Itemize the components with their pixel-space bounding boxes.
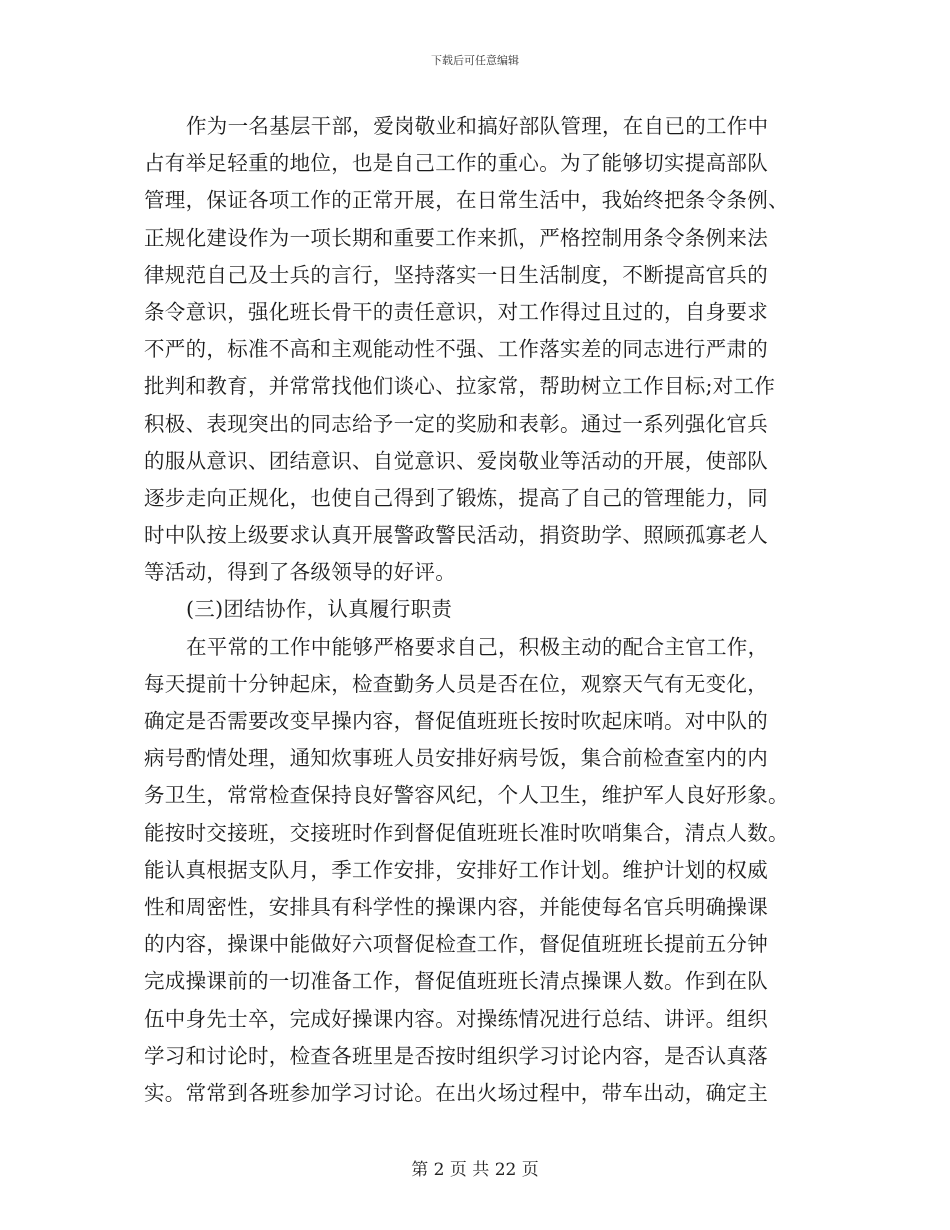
page-number-footer: 第 2 页 共 22 页 [411,1160,539,1180]
document-body [144,108,814,1112]
paragraph-line: 正规化建设作为一项长期和重要工作来抓，严格控制用条令条例来法 [144,225,768,250]
paragraph-line: 积极、表现突出的同志给予一定的奖励和表彰。通过一系列强化官兵 [144,411,768,436]
paragraph-line: 病号酌情处理，通知炊事班人员安排好病号饭，集合前检查室内的内 [144,746,768,771]
paragraph-line: 性和周密性，安排具有科学性的操课内容，并能使每名官兵明确操课 [144,894,768,919]
paragraph-line: 实。常常到各班参加学习讨论。在出火场过程中，带车出动，确定主 [144,1080,768,1105]
paragraph-line: 不严的，标准不高和主观能动性不强、工作落实差的同志进行严肃的 [144,337,768,362]
paragraph-line: 能按时交接班，交接班时作到督促值班班长准时吹哨集合，清点人数。 [144,820,789,845]
paragraph-line: 的内容，操课中能做好六项督促检查工作，督促值班班长提前五分钟 [144,932,768,957]
paragraph-line: 完成操课前的一切准备工作，督促值班班长清点操课人数。作到在队 [144,969,768,994]
paragraph-line: 批判和教育，并常常找他们谈心、拉家常，帮助树立工作目标;对工作 [144,374,776,399]
paragraph-line: 逐步走向正规化，也使自己得到了锻炼，提高了自己的管理能力，同 [144,485,768,510]
paragraph-line: 能认真根据支队月，季工作安排，安排好工作计划。维护计划的权威 [144,857,768,882]
paragraph-line: 确定是否需要改变早操内容，督促值班班长按时吹起床哨。对中队的 [144,709,768,733]
section-heading: (三)团结协作，认真履行职责 [186,597,453,622]
paragraph-line: 时中队按上级要求认真开展警政警民活动，捐资助学、照顾孤寡老人 [144,523,768,548]
paragraph-line: 的服从意识、团结意识、自觉意识、爱岗敬业等活动的开展，使部队 [144,448,768,473]
paragraph-line: 务卫生，常常检查保持良好警容风纪，个人卫生，维护军人良好形象。 [144,783,789,808]
paragraph-line: 每天提前十分钟起床，检查勤务人员是否在位，观察天气有无变化， [144,671,768,696]
paragraph-line: 伍中身先士卒，完成好操课内容。对操练情况进行总结、讲评。组织 [144,1006,768,1031]
paragraph-line: 在平常的工作中能够严格要求自己，积极主动的配合主官工作， [186,634,769,659]
paragraph-line: 管理，保证各项工作的正常开展，在日常生活中，我始终把条令条例、 [144,188,789,213]
paragraph-line: 等活动，得到了各级领导的好评。 [144,560,456,585]
paragraph-line: 学习和讨论时，检查各班里是否按时组织学习讨论内容，是否认真落 [144,1043,768,1068]
paragraph-line: 条令意识，强化班长骨干的责任意识，对工作得过且过的，自身要求 [144,299,768,324]
paragraph-line: 占有举足轻重的地位，也是自己工作的重心。为了能够切实提高部队 [144,151,768,176]
paragraph-line: 律规范自己及士兵的言行，坚持落实一日生活制度，不断提高官兵的 [144,262,768,287]
paragraph-line: 作为一名基层干部，爱岗敬业和搞好部队管理，在自已的工作中 [186,114,769,138]
page-header: 下载后可任意编辑 [431,54,519,67]
